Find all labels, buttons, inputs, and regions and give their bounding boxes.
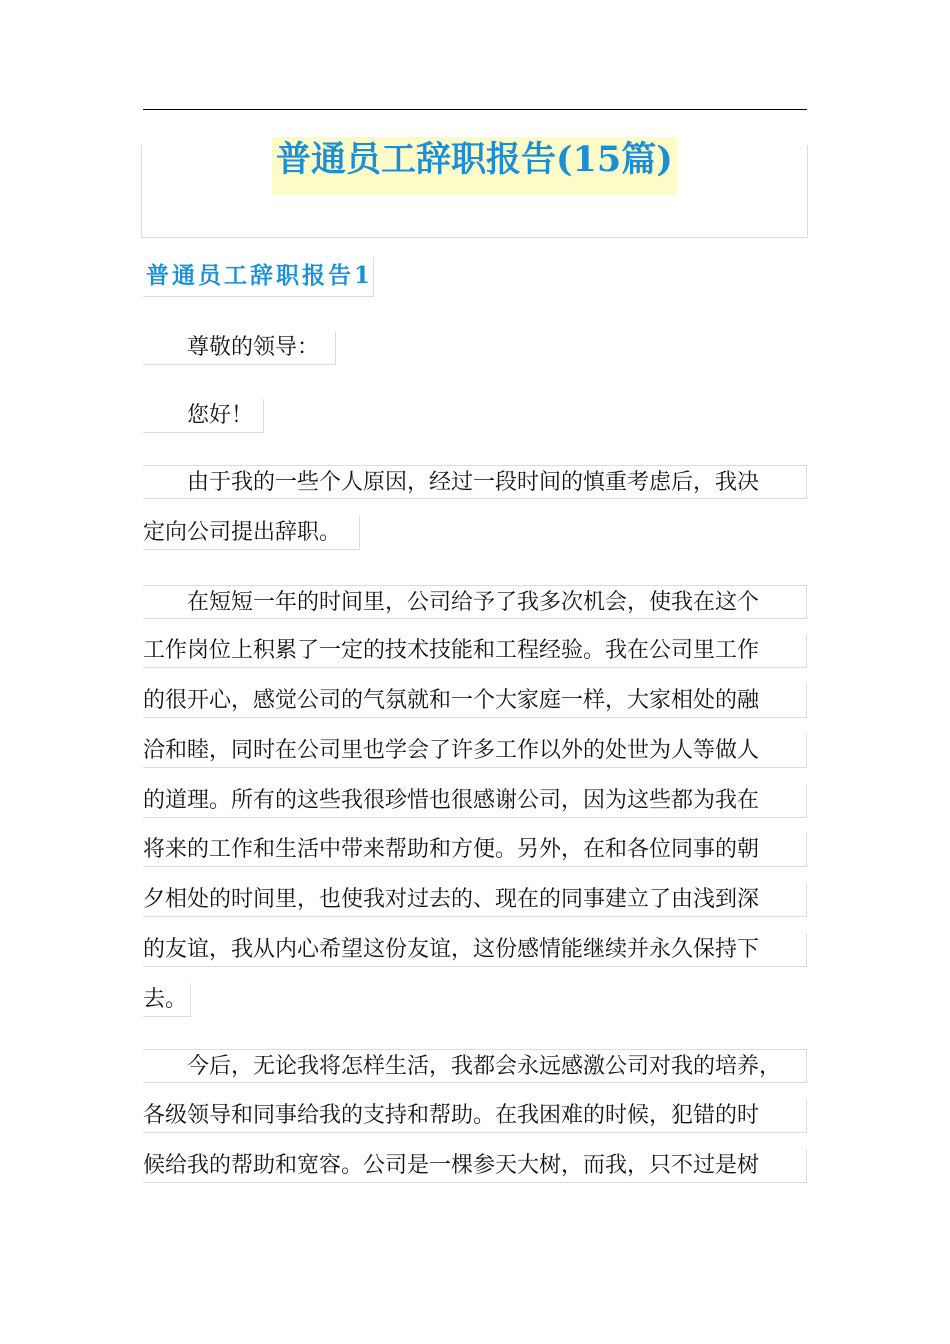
paragraph-line: 去。 (143, 983, 191, 1017)
section-heading: 普通员工辞职报告1 (143, 257, 374, 297)
paragraph-line: 由于我的一些个人原因，经过一段时间的慎重考虑后，我决 (143, 465, 807, 499)
greeting-line: 尊敬的领导： (143, 331, 336, 365)
paragraph-line: 在短短一年的时间里，公司给予了我多次机会，使我在这个 (143, 585, 807, 619)
paragraph-line: 的很开心，感觉公司的气氛就和一个大家庭一样，大家相处的融 (143, 684, 807, 718)
paragraph-line: 今后，无论我将怎样生活，我都会永远感激公司对我的培养， (143, 1049, 807, 1083)
paragraph-line: 各级领导和同事给我的支持和帮助。在我困难的时候，犯错的时 (143, 1099, 807, 1133)
hello-line: 您好！ (143, 399, 264, 433)
paragraph-line: 候给我的帮助和宽容。公司是一棵参天大树，而我，只不过是树 (143, 1149, 807, 1183)
paragraph-line: 工作岗位上积累了一定的技术技能和工程经验。我在公司里工作 (143, 634, 807, 668)
paragraph-line: 的道理。所有的这些我很珍惜也很感谢公司，因为这些都为我在 (143, 784, 807, 818)
header-rule (143, 109, 807, 110)
paragraph-line: 将来的工作和生活中带来帮助和方便。另外，在和各位同事的朝 (143, 833, 807, 867)
paragraph-line: 洽和睦，同时在公司里也学会了许多工作以外的处世为人等做人 (143, 734, 807, 768)
document-title: 普通员工辞职报告(15篇) (272, 137, 677, 195)
paragraph-line: 夕相处的时间里，也使我对过去的、现在的同事建立了由浅到深 (143, 883, 807, 917)
paragraph-line: 的友谊，我从内心希望这份友谊，这份感情能继续并永久保持下 (143, 933, 807, 967)
paragraph-line: 定向公司提出辞职。 (143, 516, 360, 550)
